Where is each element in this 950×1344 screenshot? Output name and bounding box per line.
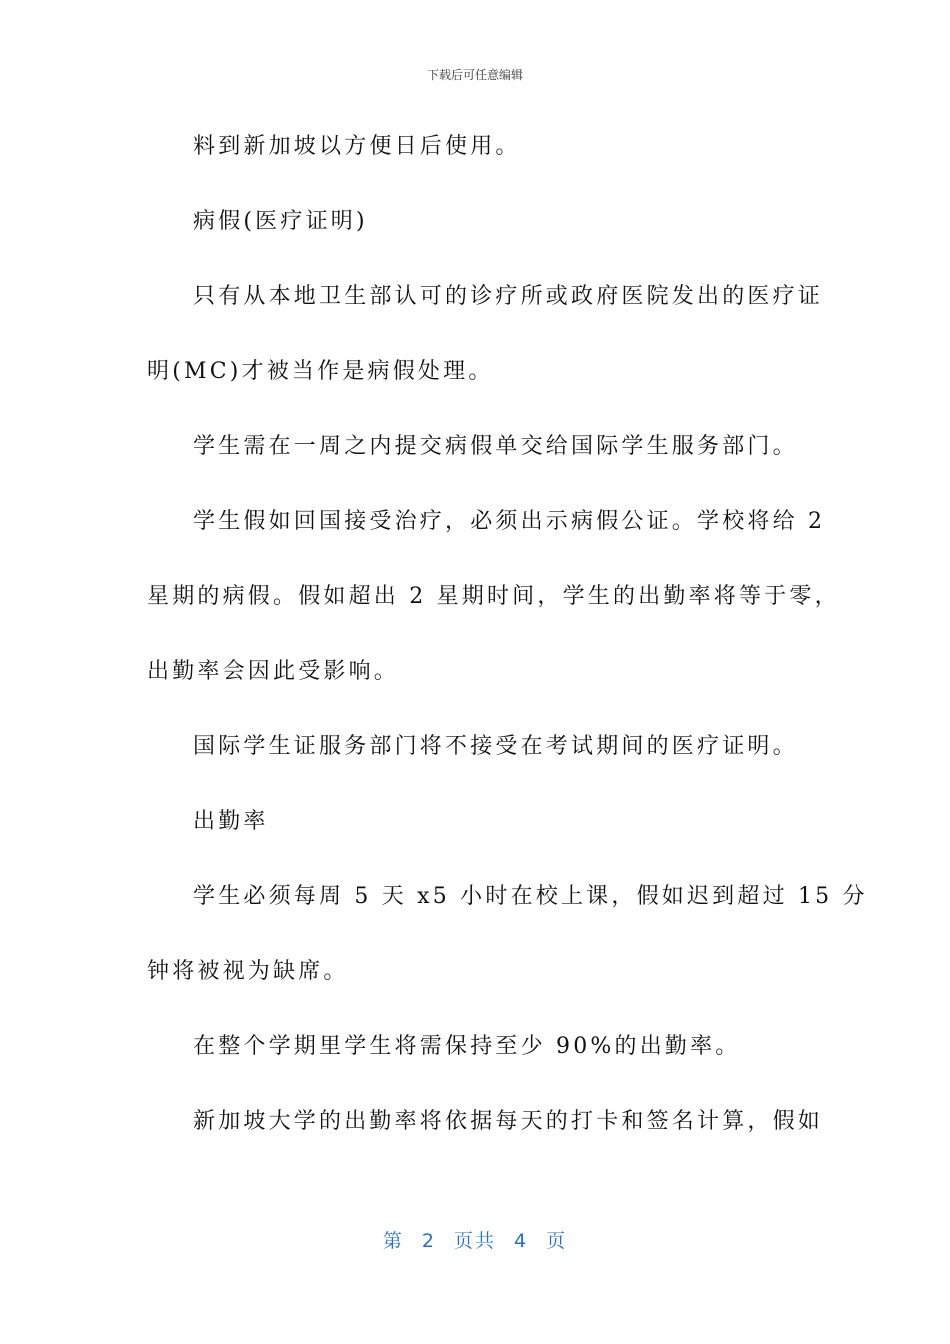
body-line: 在整个学期里学生将需保持至少 90%的出勤率。 bbox=[193, 1034, 741, 1059]
body-line: 新加坡大学的出勤率将依据每天的打卡和签名计算，假如 bbox=[193, 1109, 824, 1134]
body-line: 料到新加坡以方便日后使用。 bbox=[193, 134, 521, 159]
footer-middle: 页共 bbox=[453, 1230, 496, 1252]
footer-current-page: 2 bbox=[421, 1230, 436, 1252]
body-line: 明(MC)才被当作是病假处理。 bbox=[147, 359, 494, 384]
footer-total-pages: 4 bbox=[514, 1230, 529, 1252]
body-line: 出勤率会因此受影响。 bbox=[147, 659, 400, 684]
section-heading-sick-leave: 病假(医疗证明) bbox=[193, 209, 368, 234]
footer-suffix: 页 bbox=[546, 1230, 568, 1252]
footer-prefix: 第 bbox=[382, 1230, 404, 1252]
body-line: 星期的病假。假如超出 2 星期时间，学生的出勤率将等于零， bbox=[147, 584, 840, 609]
page-number-footer bbox=[0, 1226, 950, 1253]
body-line: 只有从本地卫生部认可的诊疗所或政府医院发出的医疗证 bbox=[193, 284, 824, 309]
body-line: 学生假如回国接受治疗，必须出示病假公证。学校将给 2 bbox=[193, 509, 826, 534]
body-line: 钟将被视为缺席。 bbox=[147, 959, 349, 984]
section-heading-attendance: 出勤率 bbox=[193, 809, 269, 834]
body-line: 学生必须每周 5 天 x5 小时在校上课，假如迟到超过 15 分 bbox=[193, 884, 868, 909]
body-line: 国际学生证服务部门将不接受在考试期间的医疗证明。 bbox=[193, 734, 798, 759]
body-line: 学生需在一周之内提交病假单交给国际学生服务部门。 bbox=[193, 434, 798, 459]
header-note: 下载后可任意编辑 bbox=[426, 68, 523, 82]
